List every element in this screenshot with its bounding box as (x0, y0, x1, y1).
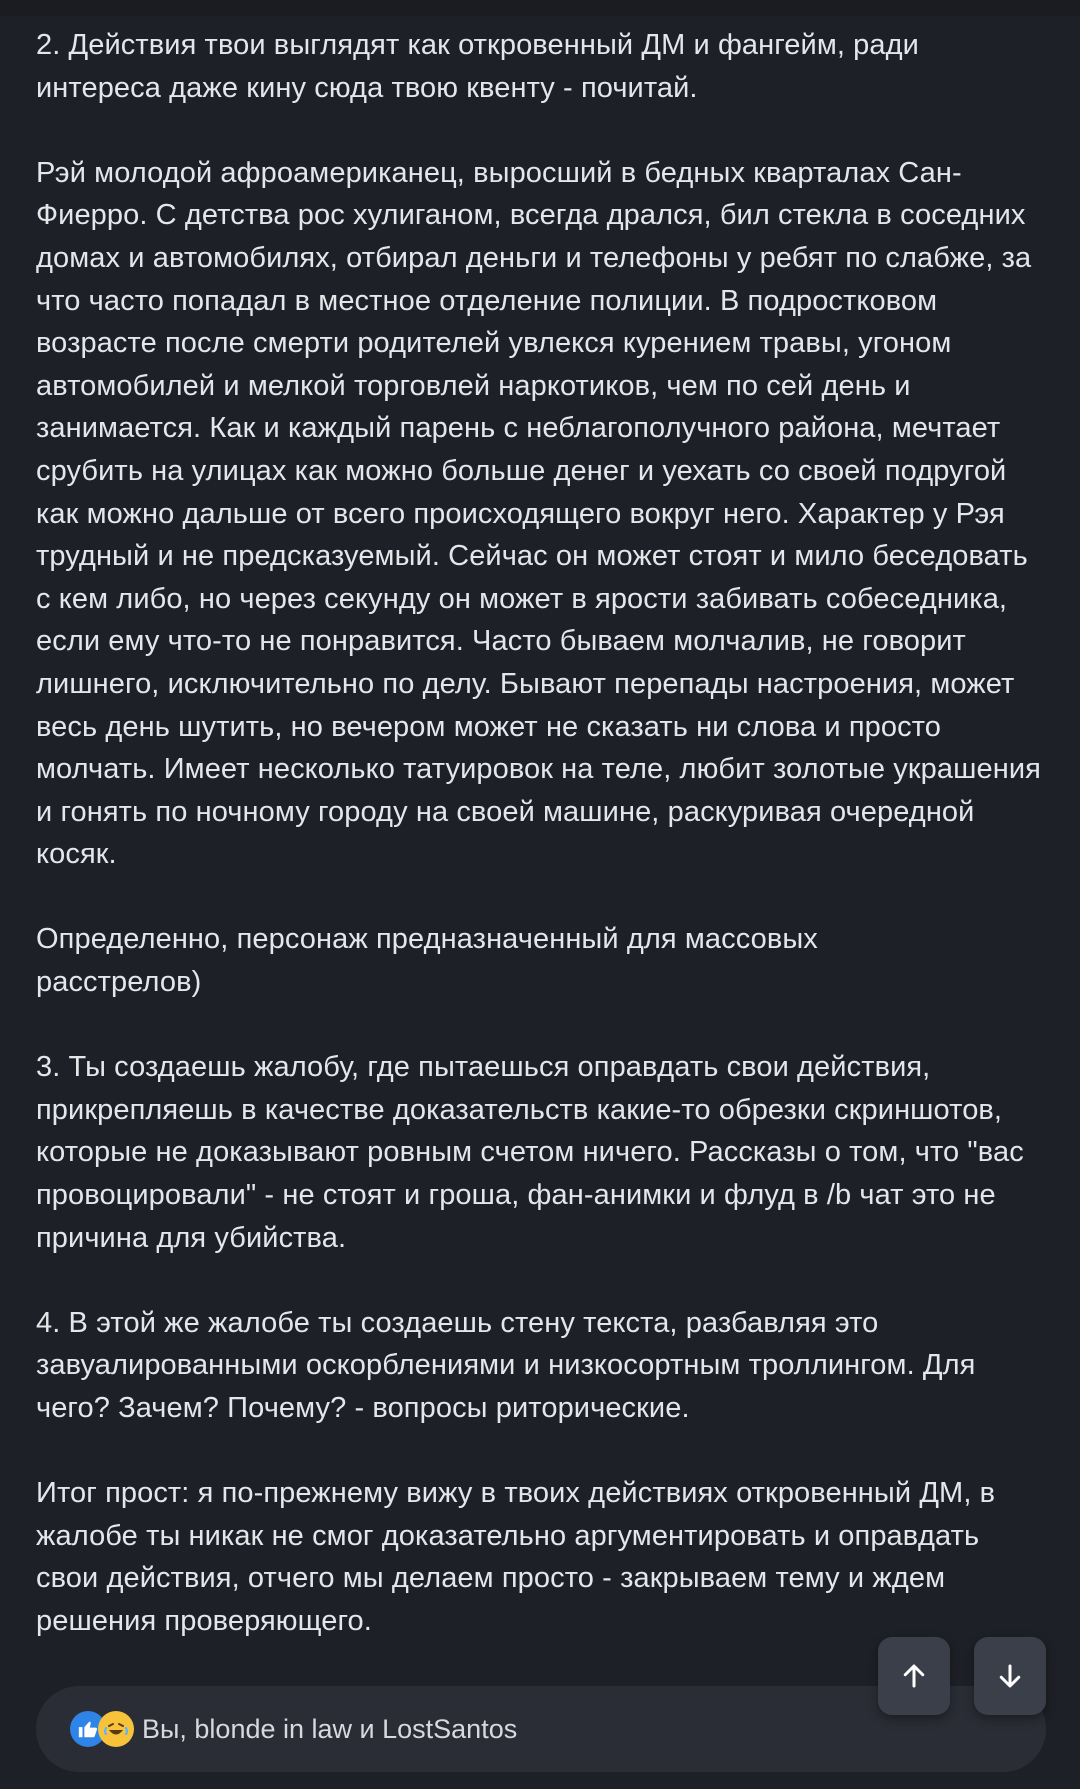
paragraph-point-2: 2. Действия твои выглядят как откровенный ДМ и фангейм, ради интереса даже кину сюда твою квенту - почитай. (36, 29, 919, 104)
arrow-down-icon (995, 1661, 1025, 1691)
arrow-up-icon (899, 1661, 929, 1691)
scroll-down-button[interactable] (974, 1637, 1046, 1715)
paragraph-point-3: 3. Ты создаешь жалобу, где пытаешься оправдать свои действия, прикрепляешь в качестве доказательств какие-то обрезки скриншотов, которые не доказывают ровным счетом ничего. Рассказы о том, что "вас провоцировали" - не стоят и гроша, фан-анимки и флуд в /b чат это не причина для убийства. (36, 1051, 1024, 1254)
post-body (36, 24, 1046, 1643)
paragraph-character-story: Рэй молодой афроамериканец, выросший в бедных кварталах Сан-Фиерро. С детства рос хулиганом, всегда дрался, бил стекла в соседних домах и автомобилях, отбирал деньги и телефоны у ребят по слабже, за что часто попадал в местное отделение полиции. В подростковом возрасте после смерти родителей увлекся курением травы, угоном автомобилей и мелкой торговлей наркотиков, чем по сей день и занимается. Как и каждый парень с неблагополучного района, мечтает срубить на улицах как можно больше денег и уехать со своей подругой как можно дальше от всего происходящего вокруг него. Характер у Рэя трудный и не предсказуемый. Сейчас он может стоят и мило беседовать с кем либо, но через секунду он может в ярости забивать собеседника, если ему что-то не понравится. Часто бываем молчалив, не говорит лишнего, исключительно по делу. Бывают перепады настроения, может весь день шутить, но вечером может не сказать ни слова и просто молчать. Имеет несколько татуировок на теле, любит золотые украшения и гонять по ночному городу на своей машине, раскуривая очередной косяк. (36, 156, 1041, 871)
laugh-icon (98, 1711, 134, 1747)
reaction-icons (70, 1711, 134, 1747)
top-divider (0, 0, 1080, 16)
paragraph-point-4: 4. В этой же жалобе ты создаешь стену текста, разбавляя это завуалированными оскорблениями и низкосортным троллингом. Для чего? Зачем? Почему? - вопросы риторические. (36, 1306, 976, 1424)
paragraph-verdict: Итог прост: я по-прежнему вижу в твоих действиях откровенный ДМ, в жалобе ты никак не смог доказательно аргументировать и оправдать свои действия, отчего мы делаем просто - закрываем тему и ждем решения проверяющего. (36, 1477, 996, 1637)
scroll-up-button[interactable] (878, 1637, 950, 1715)
paragraph-conclusion-character: Определенно, персонаж предназначенный для массовых расстрелов) (36, 923, 818, 999)
reactions-summary[interactable]: Вы, blonde in law и LostSantos (142, 1713, 518, 1744)
